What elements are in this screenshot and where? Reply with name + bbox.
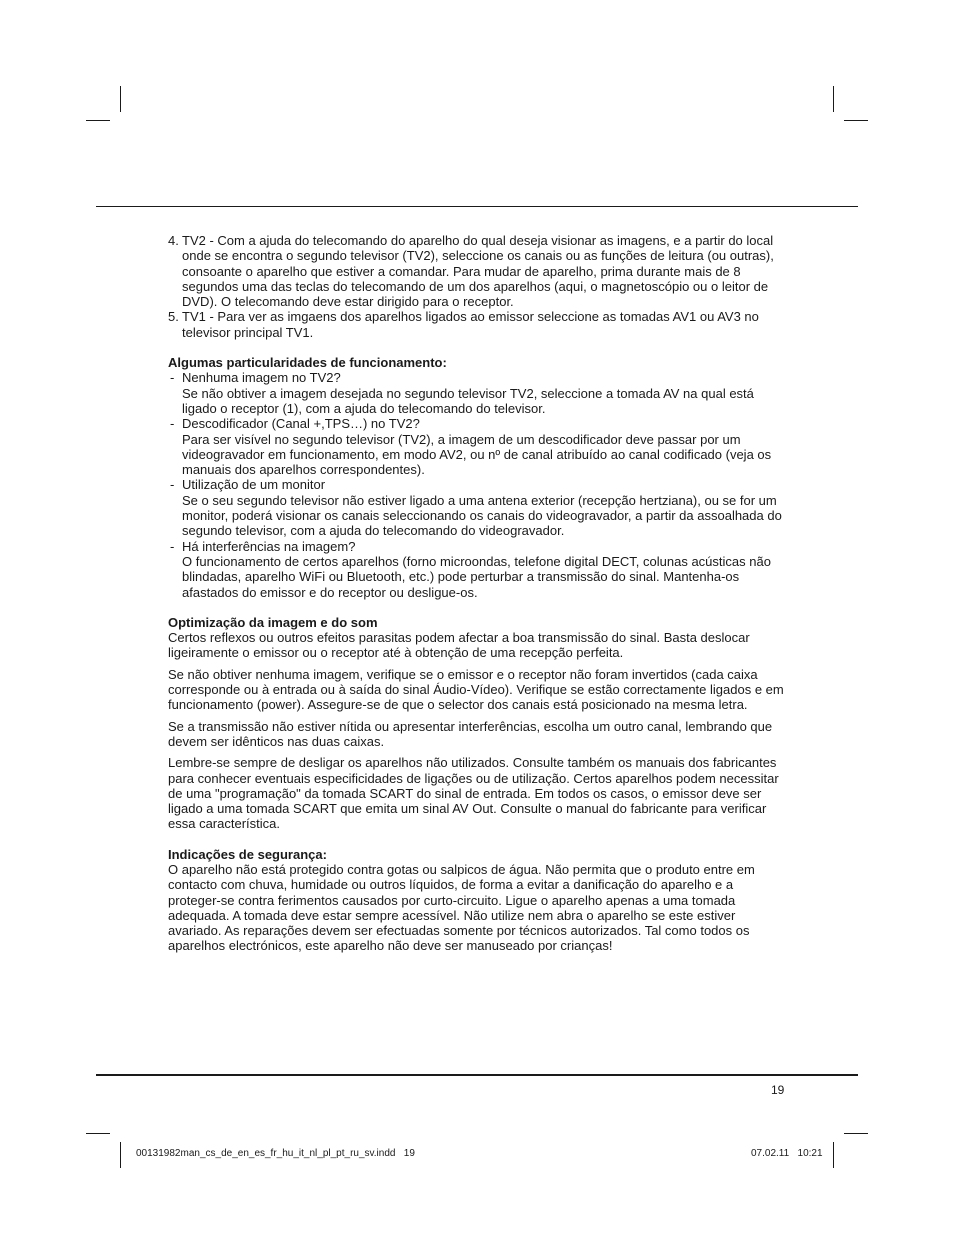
header-rule (96, 206, 858, 207)
crop-mark-bottom-right-vertical (833, 1142, 834, 1168)
paragraph: Lembre-se sempre de desligar os aparelhos não utilizados. Consulte também os manuais dos fabricantes para conhecer eventuais especificidades de ligações ou de utilização. Certos aparelhos podem necessitar de uma "programação" da tomada SCART do sinal de entrada. Em todos os casos, o emissor deve ser ligado a uma tomada SCART que emita um sinal AV Out. Consulte o manual do fabricante para verificar essa característica. (168, 755, 779, 832)
list-item: - Nenhuma imagem no TV2? Se não obtiver a imagem desejada no segundo televisor TV2, seleccione a tomada AV na qual está ligado o receptor (1), com a ajuda do telecomando do televisor. (168, 370, 788, 416)
item-body: O funcionamento de certos aparelhos (forno microondas, telefone digital DECT, colunas acústicas não blindadas, aparelho WiFi ou Bluetooth, etc.) pode perturbar a transmissão do sinal. Mantenha-os afastados do emissor e do receptor ou desligue-os. (182, 553, 771, 600)
footer-date: 07.02.11 10:21 (751, 1148, 823, 1159)
crop-mark-top-right-vertical (833, 86, 834, 112)
paragraph: Se não obtiver nenhuma imagem, verifique se o emissor e o receptor não foram invertidos (cada caixa corresponde ou à entrada ou à saída do sinal Áudio-Vídeo). Verifique se estão correctamente ligados e em funcionamento (power). Assegure-se de que o selector dos canais está posicionado na mesma letra. (168, 666, 784, 713)
item-body: Se o seu segundo televisor não estiver ligado a uma antena exterior (recepção hertziana), ou se for um monitor, poderá visionar os canais seleccionando os canais do videogravador, a partir da assoalhada do segundo televisor, com a ajuda do telecomando do videogravador. (182, 492, 782, 539)
item-title: Descodificador (Canal +,TPS…) no TV2? (182, 416, 420, 432)
section-heading-otimizacao: Optimização da imagem e do som (168, 614, 378, 630)
crop-mark-top-left-horizontal (86, 120, 110, 121)
item-text: TV1 - Para ver as imgaens dos aparelhos ligados ao emissor seleccione as tomadas AV1 ou AV3 no televisor principal TV1. (182, 309, 759, 340)
list-item: - Utilização de um monitor Se o seu segundo televisor não estiver ligado a uma antena exterior (recepção hertziana), ou se for um monitor, poderá visionar os canais seleccionando os canais do videogravador, a partir da assoalhada do segundo televisor, com a ajuda do telecomando do videogravador. (168, 477, 788, 538)
item-body: Para ser visível no segundo televisor (TV2), a imagem de um descodificador deve passar por um videogravador em funcionamento, em modo AV2, ou nº de canal atribuído ao canal codificado (veja os manuais dos aparelhos correspondentes). (182, 431, 772, 478)
crop-mark-top-left-vertical (120, 86, 121, 112)
item-text: TV2 - Com a ajuda do telecomando do aparelho do qual deseja visionar as imagens, e a partir do local onde se encontra o segundo televisor (TV2), seleccione os canais ou as funções de leitura (ou outras), consoante o aparelho que estiver a comandar. Para mudar de aparelho, prima durante mais de 8 segundos uma das teclas do telecomando de um dos aparelhos (aqui, o magnetoscópio ou o leitor de DVD). O telecomando deve estar dirigido para o receptor. (182, 233, 774, 310)
crop-mark-bottom-right-horizontal (844, 1133, 868, 1134)
page-number: 19 (771, 1083, 785, 1097)
item-title: Nenhuma imagem no TV2? (182, 370, 341, 386)
footer-rule (96, 1074, 858, 1076)
numbered-item-4 (168, 233, 788, 309)
crop-mark-bottom-left-vertical (120, 1142, 121, 1168)
numbered-item-5 (168, 309, 788, 340)
section-heading-seguranca: Indicações de segurança: (168, 846, 327, 862)
footer-filename: 00131982man_cs_de_en_es_fr_hu_it_nl_pl_pt_ru_sv.indd 19 (136, 1148, 415, 1159)
crop-mark-bottom-left-horizontal (86, 1133, 110, 1134)
page-content (168, 233, 788, 954)
list-item: - Há interferências na imagem? O funcionamento de certos aparelhos (forno microondas, telefone digital DECT, colunas acústicas não blindadas, aparelho WiFi ou Bluetooth, etc.) pode perturbar a transmissão do sinal. Mantenha-os afastados do emissor e do receptor ou desligue-os. (168, 539, 788, 600)
paragraph: Se a transmissão não estiver nítida ou apresentar interferências, escolha um outro canal, lembrando que devem ser idênticos nas duas caixas. (168, 718, 773, 749)
crop-mark-top-right-horizontal (844, 120, 868, 121)
item-number: 4. (168, 233, 179, 248)
item-number: 5. (168, 309, 179, 325)
item-body: Se não obtiver a imagem desejada no segundo televisor TV2, seleccione a tomada AV na qual está ligado o receptor (1), com a ajuda do telecomando do televisor. (182, 385, 754, 416)
paragraph: Certos reflexos ou outros efeitos parasitas podem afectar a boa transmissão do sinal. Basta deslocar ligeiramente o emissor ou o receptor até à obtenção de uma recepção perfeita. (168, 630, 750, 661)
item-title: Utilização de um monitor (182, 477, 326, 493)
section-heading-particularidades: Algumas particularidades de funcionamento: (168, 355, 447, 371)
list-item: - Descodificador (Canal +,TPS…) no TV2? Para ser visível no segundo televisor (TV2), a imagem de um descodificador deve passar por um videogravador em funcionamento, em modo AV2, ou nº de canal atribuído ao canal codificado (veja os manuais dos aparelhos correspondentes). (168, 416, 788, 477)
item-title: Há interferências na imagem? (182, 538, 356, 554)
paragraph: O aparelho não está protegido contra gotas ou salpicos de água. Não permita que o produto entre em contacto com chuva, humidade ou outros líquidos, de forma a evitar a danificação do aparelho e a proteger-se contra ferimentos causados por curto-circuito. Ligue o aparelho apenas a uma tomada adequada. A tomada deve estar sempre acessível. Não utilize nem abra o aparelho se este estiver avariado. As reparações devem ser efectuadas somente por técnicos autorizados. Tal como todos os aparelhos electrónicos, este aparelho não deve ser manuseado por crianças! (168, 861, 755, 954)
